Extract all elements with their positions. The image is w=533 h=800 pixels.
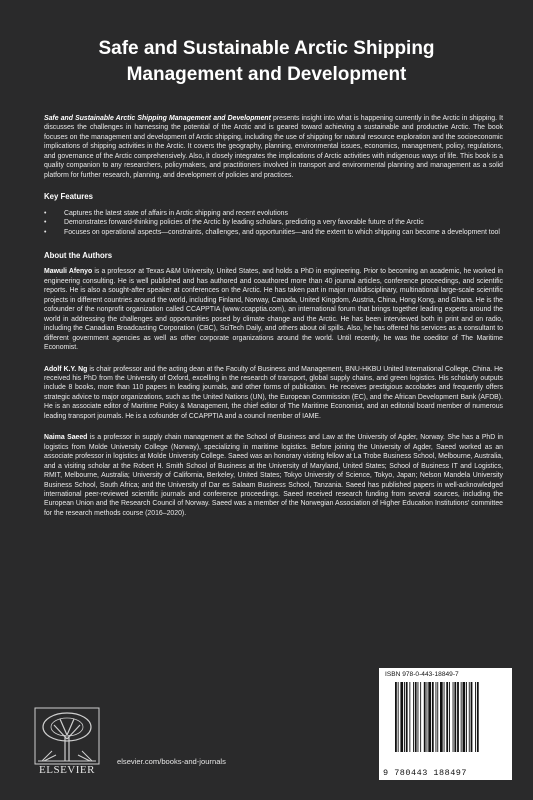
author-bio <box>44 267 503 352</box>
author-bio-text: is chair professor and the acting dean at the Faculty of Business and Management, BNU-HKBU United International College, China. He received his PhD from the University of Oxford, excelling in the research of transport, global supply chains, and green logistics. His scholarly outputs include 8 books, more than 110 papers in leading journals, and other forms of publication. He receives prestigious accolades and frequently offers strategic advice to major organizations, such as the United Nations (UN), the European Commission (EC), and the African Development Bank (AFDB). He is an associate editor of Maritime Policy & Management, the chief editor of The Maritime Economist, and an editorial board member of numerous leading transport journals. He is a cofounder of CCAPPTIA and a council member of IAME. <box>44 365 503 420</box>
author-bio <box>44 433 503 518</box>
key-features-heading: Key Features <box>44 192 93 202</box>
feature-item: • Focuses on operational aspects—constraints, challenges, and opportunities—and the extent to which shipping can become a development tool <box>44 228 503 237</box>
author-bio-text: is a professor in supply chain management at the School of Business and Law at the University of Agder, Norway. She has a PhD in logistics from Molde University College (Norway), specializing in maritime logistics. Before joining the University of Agder, Saeed worked as an associate professor in logistics at Molde University College. Saeed was an honorary visiting fellow at La Trobe Business School, Melbourne, Australia, and a visiting scholar at the Robert H. Smith School of Business at the University of Maryland, United States; School of Business IT and Logistics, RMIT, Melbourne, Australia; University of California, Berkeley, United States; Tokyo University of Science, Tokyo, Japan; Nelson Mandela University Business School, South Africa; and the University of Dar es Salaam Business School, Tanzania. Saeed has published papers in well-acknowledged international peer-reviewed scientific journals and conference proceedings. Saeed received research funding from several sources, including the European Union and the Research Council of Norway. Saeed was a member of the Norwegian Association of Higher Education Institutions' committee for the research methods course (2016–2020). <box>44 434 503 517</box>
author-name: Naima Saeed <box>44 434 88 442</box>
elsevier-tree-logo-icon <box>34 707 100 765</box>
description-book-title: Safe and Sustainable Arctic Shipping Management and Development <box>44 115 271 122</box>
description-text: presents insight into what is happening currently in the Arctic in shipping. It discusses the challenges in harnessing the potential of the Arctic and is geared toward achieving a sustainable and productive Arctic. The book focuses on the management and development of Arctic shipping, including the use of shipping for natural resource exploration and the socioeconomic implications of shipping activities in the Arctic. It covers the geography, planning, environmental issues, economics, management, policy, regulations, and governance of the Arctic comprehensively. Also, it closely integrates the implications of Arctic activities with indigenous ways of life. This book is a quality companion to any researchers, policymakers, and practitioners involved in transport and environmental planning and management as a solid platform for further research, planning, and development of policies and practices. <box>44 115 503 179</box>
author-name: Adolf K.Y. Ng <box>44 365 88 373</box>
author-bio-text: is a professor at Texas A&M University, United States, and holds a PhD in engineering. Prior to becoming an academic, he worked in engineering consulting. He is well published and has authored and coauthored more than 40 journal articles, conference proceedings, and scientific reports. He is also a sought-after speaker at conferences on the Arctic. He has taken part in major multidisciplinary, multinational large-scale scientific projects in different countries around the world, including Finland, Norway, Canada, United Kingdom, Austria, China, Hong Kong, and Ghana. He is the cofounder of the nonprofit organization called CCAPPTIA (www.ccapptia.com), an international forum that brings together leading experts around the world in addressing the challenges and opportunities posed by climate change and the Arctic. He has been interviewed both in print and on radio, including the Canadian Broadcasting Corporation (CBC), SciTech Daily, and others about oil spills. Also, he has offered his services as a consultant to different government agencies as well as other corporate organizations around the world. Until recently, he was the coeditor of The Maritime Economist. <box>44 268 503 352</box>
back-cover-text <box>44 114 503 530</box>
barcode-icon <box>393 682 505 762</box>
about-authors-heading: About the Authors <box>44 250 113 260</box>
barcode-digits: 9 780443 188497 <box>383 768 468 778</box>
author-name: Mawuli Afenyo <box>44 268 93 276</box>
isbn-barcode-box <box>379 668 512 780</box>
feature-item: • Demonstrates forward-thinking policies of the Arctic by leading scholars, predicting a very favorable future of the Arctic <box>44 218 503 227</box>
author-bio <box>44 365 503 422</box>
publisher-name: ELSEVIER <box>39 764 95 776</box>
key-features-list <box>44 209 503 237</box>
publisher-url: elsevier.com/books-and-journals <box>117 757 226 766</box>
book-title <box>20 36 513 88</box>
title-line-1: Safe and Sustainable Arctic Shipping <box>98 38 435 59</box>
title-line-2: Management and Development <box>126 64 407 85</box>
isbn-number: ISBN 978-0-443-18849-7 <box>385 671 459 678</box>
feature-item: • Captures the latest state of affairs in Arctic shipping and recent evolutions <box>44 209 503 218</box>
description-paragraph <box>44 114 503 180</box>
